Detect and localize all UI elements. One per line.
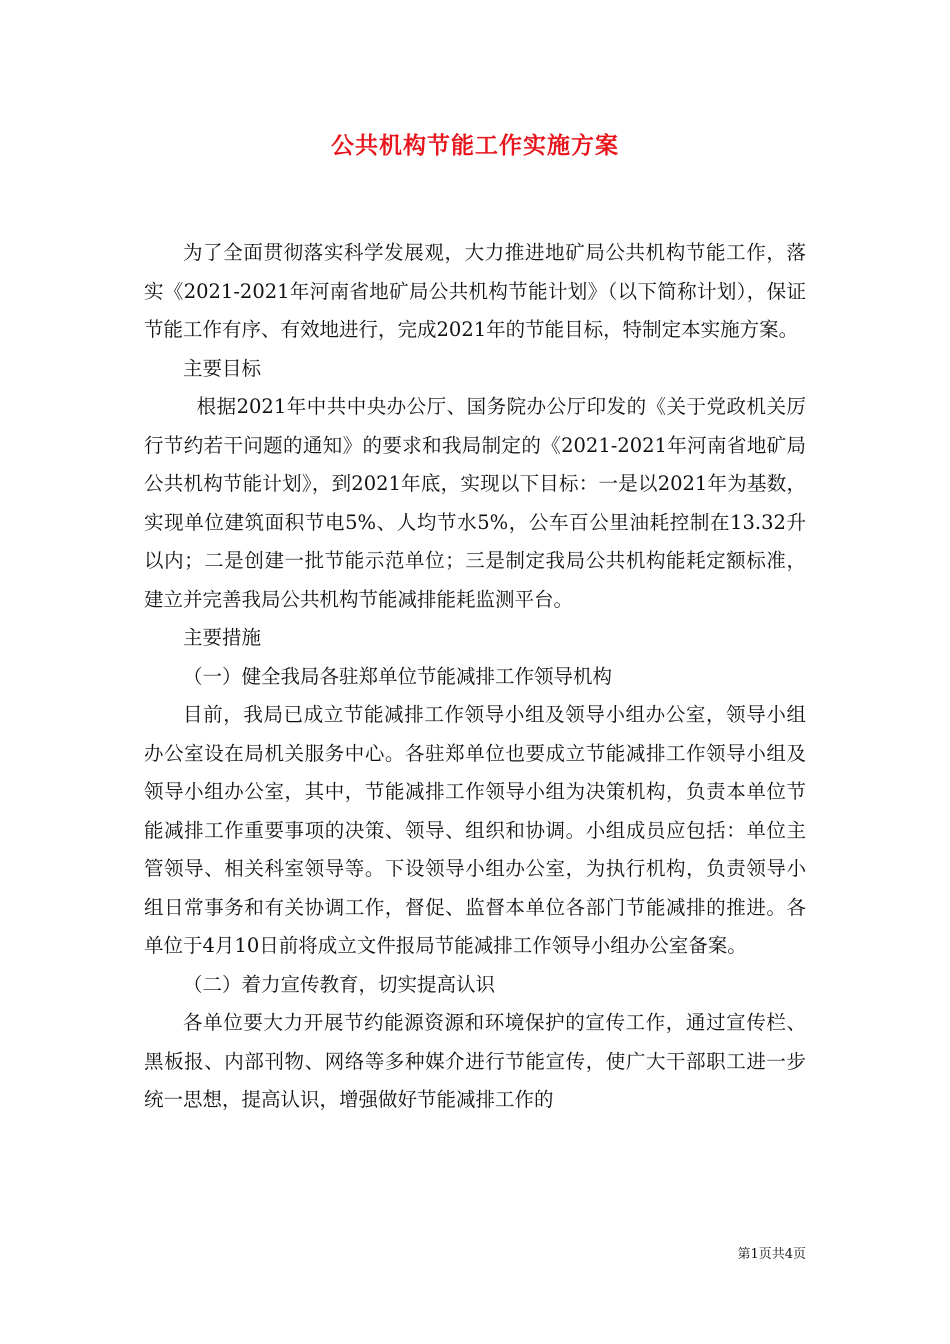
paragraph-goals: 根据2021年中共中央办公厅、国务院办公厅印发的《关于党政机关厉行节约若干问题的通知》的要求和我局制定的《2021-2021年河南省地矿局公共机构节能计划》，到2021年底，实现以下目标：一是以2021年为基数，实现单位建筑面积节电5%、人均节水5%，公车百公里油耗控制在13.32升以内；二是创建一批节能示范单位；三是制定我局公共机构能耗定额标准，建立并完善我局公共机构节能减排能耗监测平台。 — [144, 395, 806, 611]
subheading-measure-2: （二）着力宣传教育，切实提高认识 — [183, 972, 496, 996]
section-heading-measures: 主要措施 — [183, 626, 262, 649]
section-heading-goals: 主要目标 — [183, 356, 262, 380]
subheading-measure-1: （一）健全我局各驻郑单位节能减排工作领导机构 — [183, 664, 613, 688]
page-number: 第1页共4页 — [737, 1247, 806, 1262]
paragraph-measure-1: 目前，我局已成立节能减排工作领导小组及领导小组办公室，领导小组办公室设在局机关服务中心。各驻郑单位也要成立节能减排工作领导小组及领导小组办公室，其中，节能减排工作领导小组为决策机构，负责本单位节能减排工作重要事项的决策、领导、组织和协调。小组成员应包括：单位主管领导、相关科室领导等。下设领导小组办公室，为执行机构，负责领导小组日常事务和有关协调工作，督促、监督本单位各部门节能减排的推进。各单位于4月10日前将成立文件报局节能减排工作领导小组办公室备案。 — [144, 703, 806, 957]
document-body — [144, 234, 806, 1120]
document-title: 公共机构节能工作实施方案 — [331, 132, 619, 159]
paragraph-measure-2: 各单位要大力开展节约能源资源和环境保护的宣传工作，通过宣传栏、黑板报、内部刊物、网络等多种媒介进行节能宣传，使广大干部职工进一步统一思想，提高认识，增强做好节能减排工作的 — [144, 1011, 806, 1111]
paragraph-intro: 为了全面贯彻落实科学发展观，大力推进地矿局公共机构节能工作，落实《2021-2021年河南省地矿局公共机构节能计划》（以下简称计划），保证节能工作有序、有效地进行，完成2021年的节能目标，特制定本实施方案。 — [144, 241, 806, 341]
